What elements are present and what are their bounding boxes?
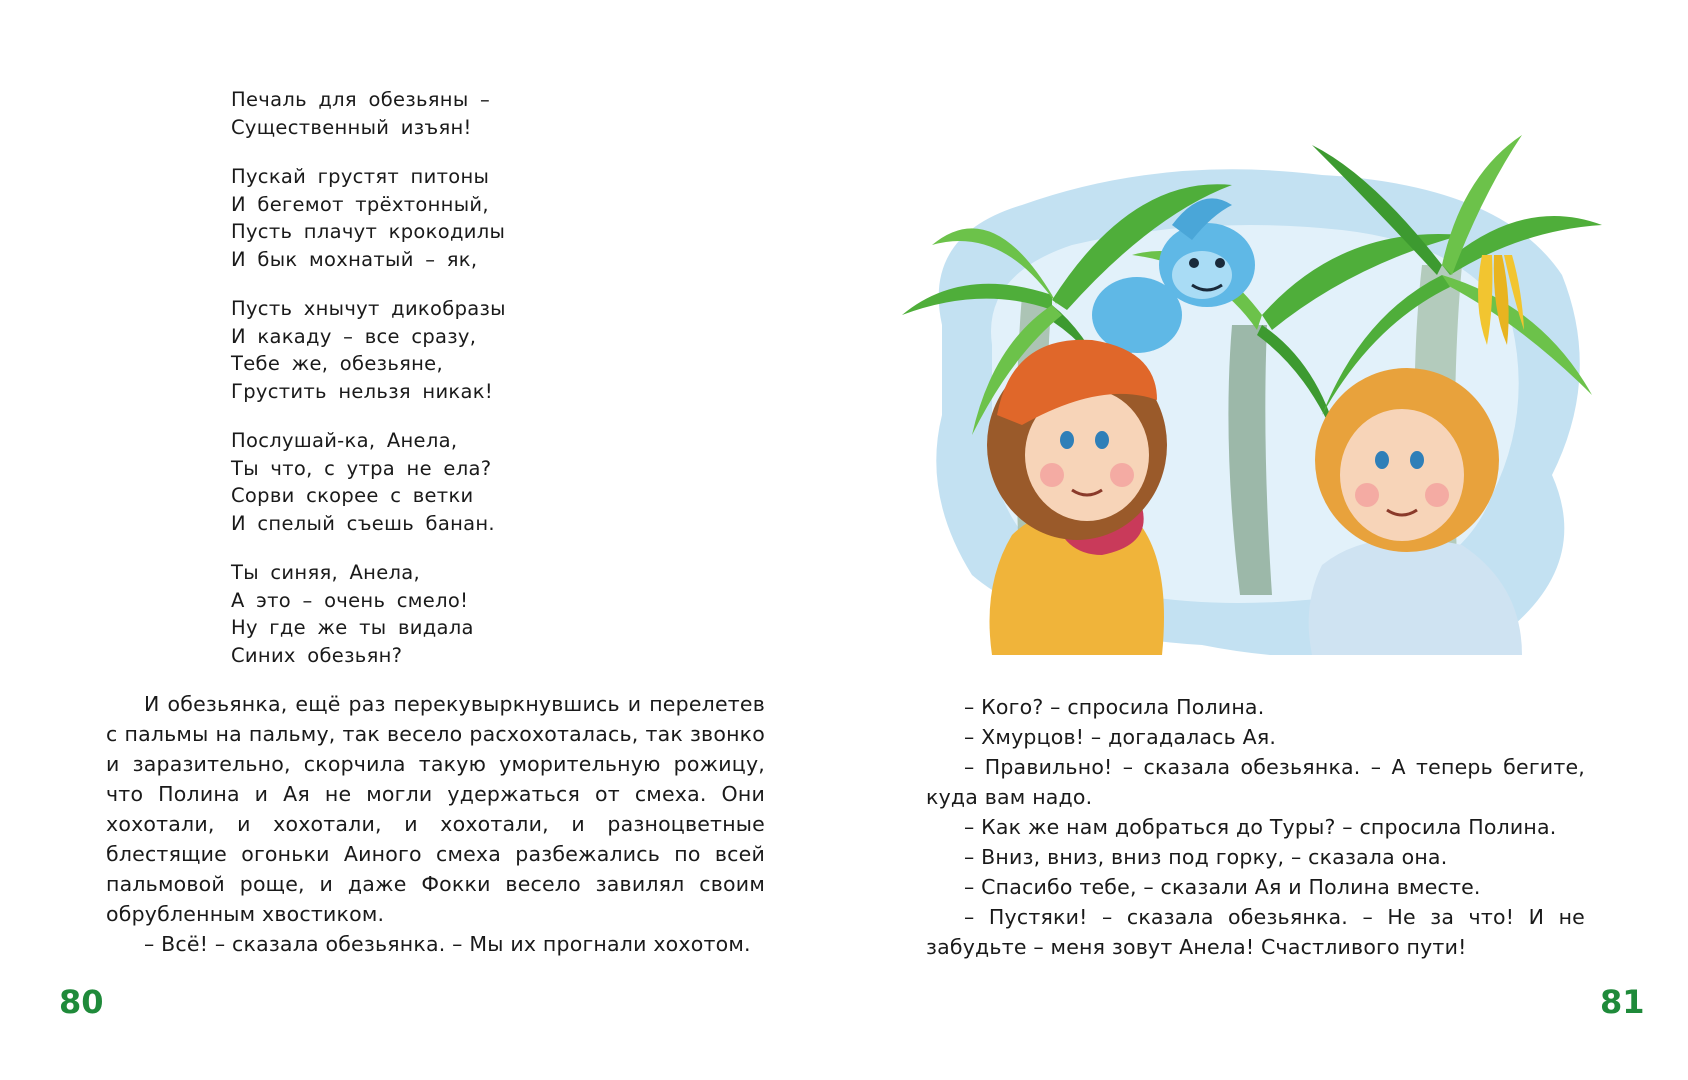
poem-stanza-1 [231, 86, 651, 141]
poem-line: Ну где же ты видала [231, 616, 474, 639]
right-prose [926, 692, 1585, 962]
page-number-left: 80 [59, 983, 104, 1021]
prose-paragraph: – Хмурцов! – догадалась Ая. [964, 725, 1277, 749]
poem-line: И спелый съешь банан. [231, 511, 495, 535]
poem-line: Ты что, с утра не ела? [231, 456, 492, 480]
poem-stanza-5 [231, 559, 651, 669]
poem-line: Тебе же, обезьяне, [231, 352, 443, 375]
poem-line: Сорви скорее с ветки [231, 484, 474, 507]
poem-line: Синих обезьян? [231, 643, 403, 667]
illustration [902, 115, 1602, 655]
poem-line: И бык мохнатый – як, [231, 247, 478, 271]
prose-paragraph: – Пустяки! – сказала обезьянка. – Не за что! И не забудьте – меня зовут Анела! Счастливого пути! [926, 905, 1585, 959]
prose-paragraph: И обезьянка, ещё раз перекувыркнувшись и перелетев с пальмы на пальму, так весело расхохоталась, так звонко и заразительно, скорчила такую уморительную рожицу, что Полина и Ая не могли удержаться от смеха. Они хохотали, и хохотали, и хохотали, и разноцветные блестящие огоньки Аиного смеха разбежались по всей пальмовой роще, и даже Фокки весело завилял своим обрубленным хвостиком. [106, 692, 765, 926]
poem-line: Пусть хнычут дикобразы [231, 297, 506, 320]
poem-stanza-4 [231, 427, 651, 537]
right-page [844, 0, 1688, 1080]
child-right-face [1340, 409, 1464, 541]
poem-stanza-3 [231, 295, 651, 405]
poem-line: Послушай-ка, Анела, [231, 429, 458, 452]
poem-line: Печаль для обезьяны – [231, 88, 491, 111]
poem-line: А это – очень смело! [231, 588, 469, 612]
poem-line: Существенный изъян! [231, 115, 472, 139]
prose-paragraph: – Спасибо тебе, – сказали Ая и Полина вместе. [964, 875, 1481, 899]
poem-line: И бегемот трёхтонный, [231, 192, 489, 216]
prose-paragraph: – Как же нам добраться до Туры? – спросила Полина. [964, 815, 1557, 839]
child-left [987, 340, 1167, 655]
prose-paragraph: – Всё! – сказала обезьянка. – Мы их прогнали хохотом. [144, 932, 751, 956]
prose-paragraph: – Правильно! – сказала обезьянка. – А теперь бегите, куда вам надо. [926, 755, 1585, 809]
poem-stanza-2 [231, 163, 651, 273]
poem-line: Ты синяя, Анела, [231, 561, 421, 584]
poem-line: Грустить нельзя никак! [231, 379, 493, 403]
prose-paragraph: – Вниз, вниз, вниз под горку, – сказала она. [964, 845, 1448, 869]
left-prose [106, 689, 765, 959]
poem-line: Пускай грустят питоны [231, 165, 490, 188]
poem-line: Пусть плачут крокодилы [231, 220, 506, 243]
prose-paragraph: – Кого? – спросила Полина. [964, 695, 1265, 719]
poem-line: И какаду – все сразу, [231, 324, 477, 348]
poem [231, 86, 651, 691]
page-number-right: 81 [1600, 983, 1645, 1021]
